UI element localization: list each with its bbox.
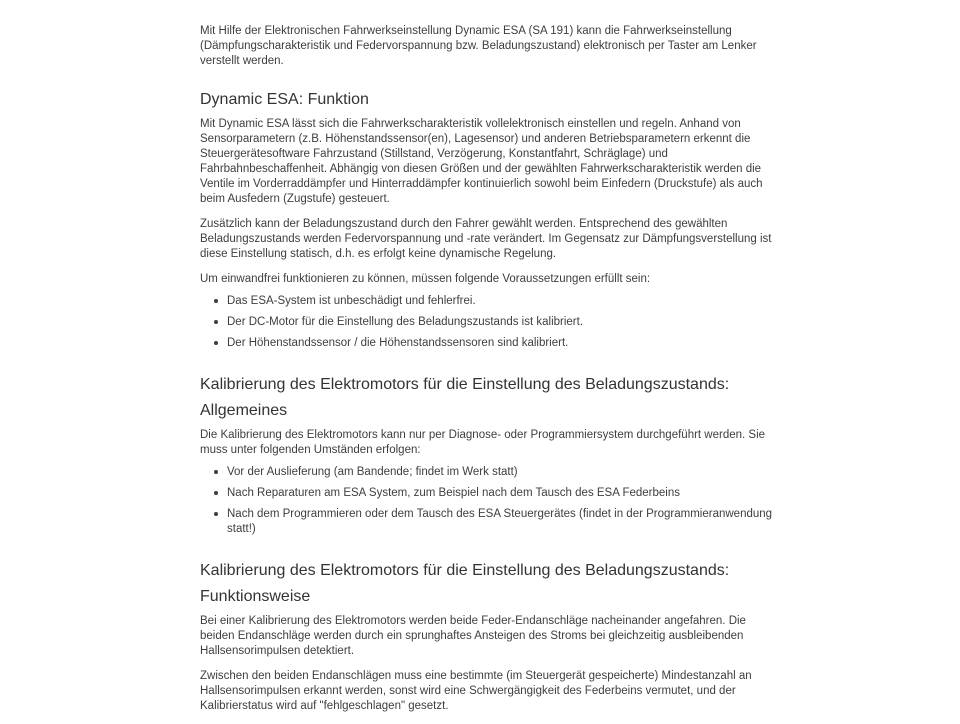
list-item: Das ESA-System ist unbeschädigt und fehlerfrei. (200, 291, 778, 312)
funktionsweise-paragraph-1: Bei einer Kalibrierung des Elektromotors werden beide Feder-Endanschläge nacheinander angefahren. Die beiden Endanschläge werden durch ein sprunghaftes Ansteigen des Stroms bei gleichzeitig ausbleibenden Hallsensorimpulsen detektiert. (200, 615, 746, 657)
heading-text: Dynamic ESA: Funktion (200, 91, 369, 108)
prerequisites-list (200, 291, 778, 354)
heading-text-line1: Kalibrierung des Elektromotors für die Einstellung des Beladungszustands: (200, 376, 730, 393)
section-heading-funktion (200, 87, 778, 113)
funktion-paragraph-2: Zusätzlich kann der Beladungszustand durch den Fahrer gewählt werden. Entsprechend des gewählten Beladungszustands werden Federvorspannung und -rate verändert. Im Gegensatz zur Dämpfungsverstellung ist diese Einstellung statisch, d.h. es erfolgt keine dynamische Regelung. (200, 218, 772, 260)
heading-text-line2: Funktionsweise (200, 588, 311, 605)
document-content (200, 24, 778, 724)
section-heading-kalibrierung-funktionsweise (200, 558, 778, 610)
heading-text-line2: Allgemeines (200, 402, 288, 419)
list-item: Der DC-Motor für die Einstellung des Beladungszustands ist kalibriert. (200, 312, 778, 333)
heading-text-line1: Kalibrierung des Elektromotors für die Einstellung des Beladungszustands: (200, 562, 730, 579)
list-item: Nach dem Programmieren oder dem Tausch des ESA Steuergerätes (findet in der Programmieranwendung statt!) (200, 504, 778, 540)
funktion-paragraph-1: Mit Dynamic ESA lässt sich die Fahrwerkscharakteristik vollelektronisch einstellen und regeln. Anhand von Sensorparametern (z.B. Höhenstandssensor(en), Lagesensor) und anderen Betriebsparametern erkennt die Steuergerätesoftware Fahrzustand (Stillstand, Verzögerung, Konstantfahrt, Schräglage) und Fahrbahnbeschaffenheit. Abhängig von diesen Größen und der gewählten Fahrwerkscharakteristik werden die Ventile im Vorderraddämpfer und Hinterraddämpfer kontinuierlich sowohl beim Einfedern (Druckstufe) als auch beim Ausfedern (Zugstufe) gesteuert. (200, 118, 763, 205)
allgemeines-paragraph-1: Die Kalibrierung des Elektromotors kann nur per Diagnose- oder Programmiersystem durchgeführt werden. Sie muss unter folgenden Umständen erfolgen: (200, 429, 766, 456)
section-heading-kalibrierung-allgemeines (200, 372, 778, 424)
list-item: Nach Reparaturen am ESA System, zum Beispiel nach dem Tausch des ESA Federbeins (200, 483, 778, 504)
calibration-occasions-list (200, 462, 778, 540)
list-item: Vor der Auslieferung (am Bandende; findet im Werk statt) (200, 462, 778, 483)
funktionsweise-paragraph-2: Zwischen den beiden Endanschlägen muss eine bestimmte (im Steuergerät gespeicherte) Mindestanzahl an Hallsensorimpulsen erkannt werden, sonst wird eine Schwergängigkeit des Federbeins vermutet, und der Kalibrierstatus wird auf "fehlgeschlagen" gesetzt. (200, 670, 752, 712)
list-item: Der Höhenstandssensor / die Höhenstandssensoren sind kalibriert. (200, 333, 778, 354)
funktion-paragraph-3: Um einwandfrei funktionieren zu können, müssen folgende Voraussetzungen erfüllt sein: (200, 273, 651, 285)
intro-paragraph: Mit Hilfe der Elektronischen Fahrwerkseinstellung Dynamic ESA (SA 191) kann die Fahrwerkseinstellung (Dämpfungscharakteristik und Federvorspannung bzw. Beladungszustand) elektronisch per Taster am Lenker verstellt werden. (200, 25, 757, 67)
